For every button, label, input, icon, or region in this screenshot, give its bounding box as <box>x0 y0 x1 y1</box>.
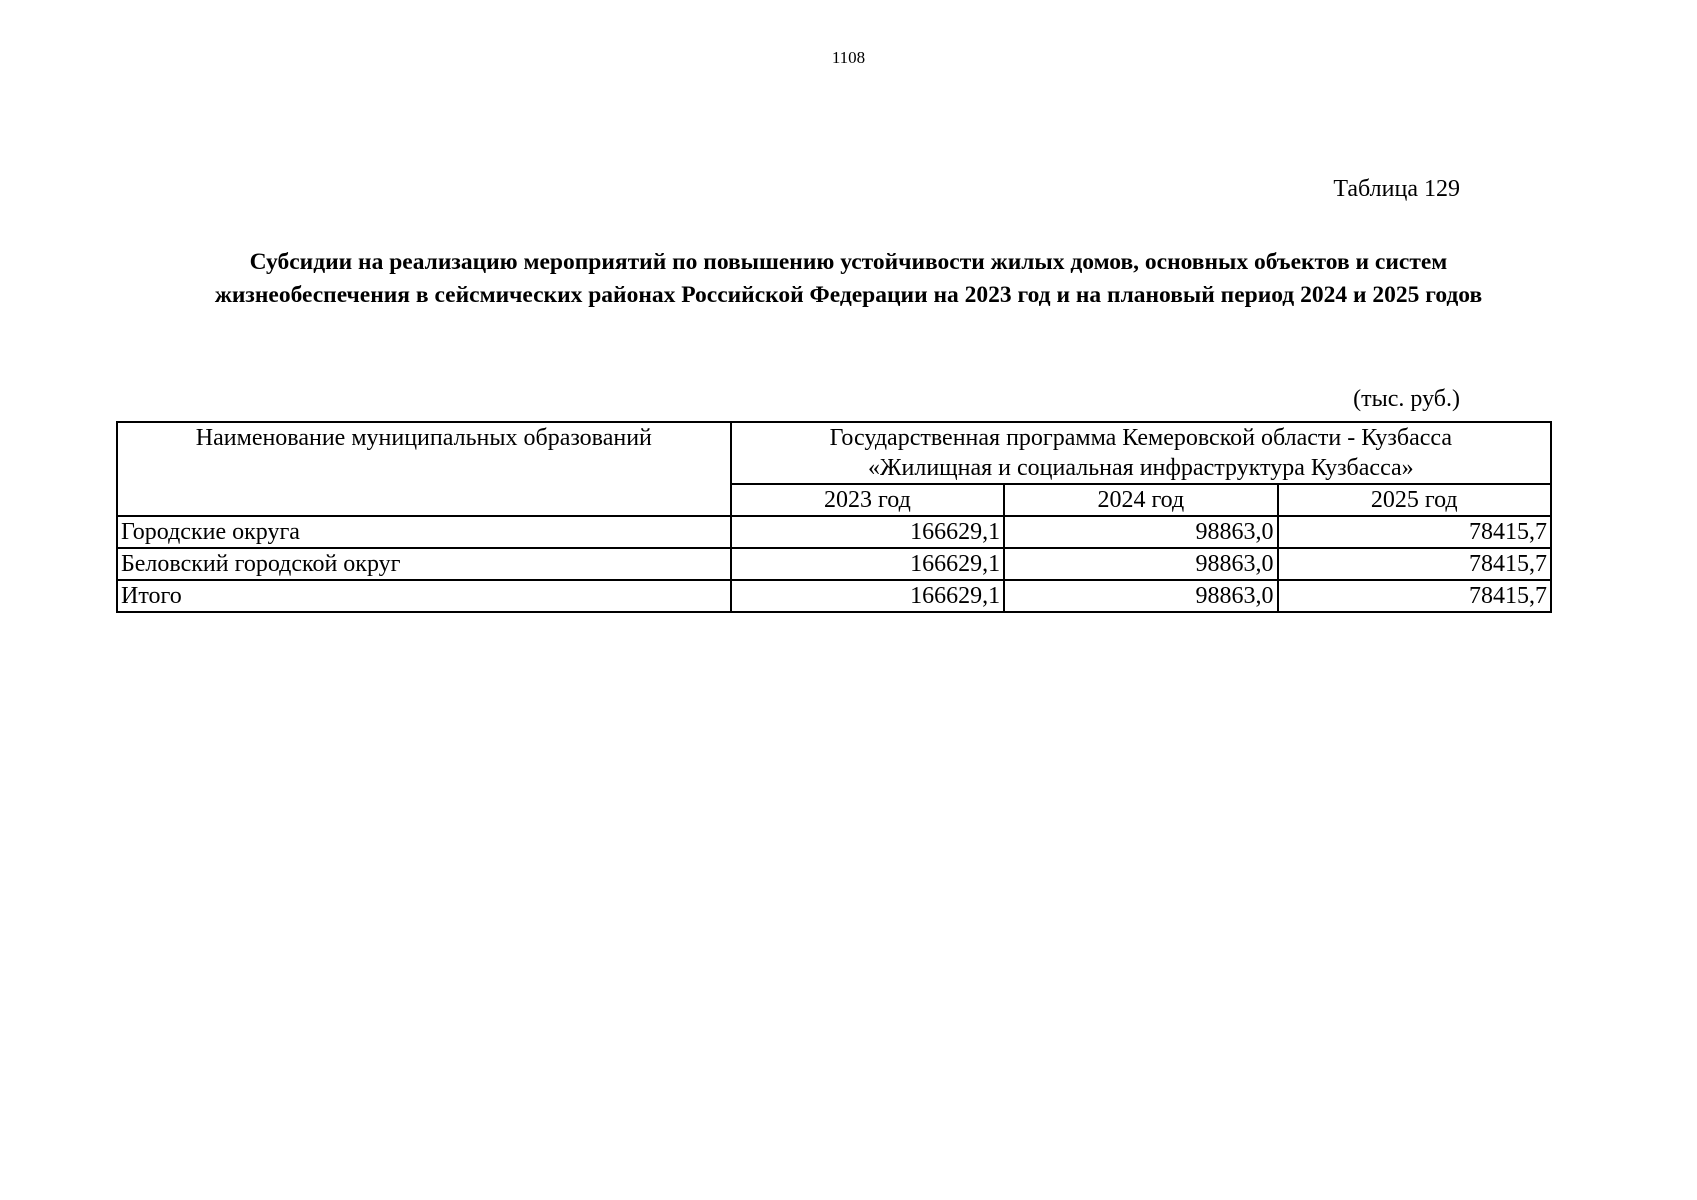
header-program <box>731 422 1551 484</box>
document-title <box>100 246 1597 312</box>
value-2024: 98863,0 <box>1004 548 1277 580</box>
value-2025: 78415,7 <box>1278 580 1551 612</box>
header-program-line-2: «Жилищная и социальная инфраструктура Кузбасса» <box>868 455 1414 481</box>
header-year-2024: 2024 год <box>1004 484 1277 516</box>
units-label: (тыс. руб.) <box>1353 386 1460 412</box>
table-row-belovsky <box>117 548 1551 580</box>
title-line-2: жизнеобеспечения в сейсмических районах Российской Федерации на 2023 год и на плановый период 2024 и 2025 годов <box>214 282 1483 308</box>
title-line-1: Субсидии на реализацию мероприятий по повышению устойчивости жилых домов, основных объектов и систем <box>249 249 1448 275</box>
header-municipality-name: Наименование муниципальных образований <box>117 422 731 516</box>
table-row-total <box>117 580 1551 612</box>
header-year-2025: 2025 год <box>1278 484 1551 516</box>
row-name: Итого <box>117 580 731 612</box>
row-name: Городские округа <box>117 516 731 548</box>
page-number: 1108 <box>831 48 866 67</box>
subsidies-table <box>116 421 1552 613</box>
value-2023: 166629,1 <box>731 516 1004 548</box>
value-2024: 98863,0 <box>1004 516 1277 548</box>
value-2023: 166629,1 <box>731 580 1004 612</box>
table-header-row <box>117 422 1551 484</box>
value-2024: 98863,0 <box>1004 580 1277 612</box>
header-program-line-1: Государственная программа Кемеровской области - Кузбасса <box>829 425 1453 451</box>
value-2025: 78415,7 <box>1278 516 1551 548</box>
value-2023: 166629,1 <box>731 548 1004 580</box>
row-name: Беловский городской округ <box>117 548 731 580</box>
header-year-2023: 2023 год <box>731 484 1004 516</box>
table-row-urban-districts <box>117 516 1551 548</box>
value-2025: 78415,7 <box>1278 548 1551 580</box>
table-number: Таблица 129 <box>1333 176 1460 202</box>
